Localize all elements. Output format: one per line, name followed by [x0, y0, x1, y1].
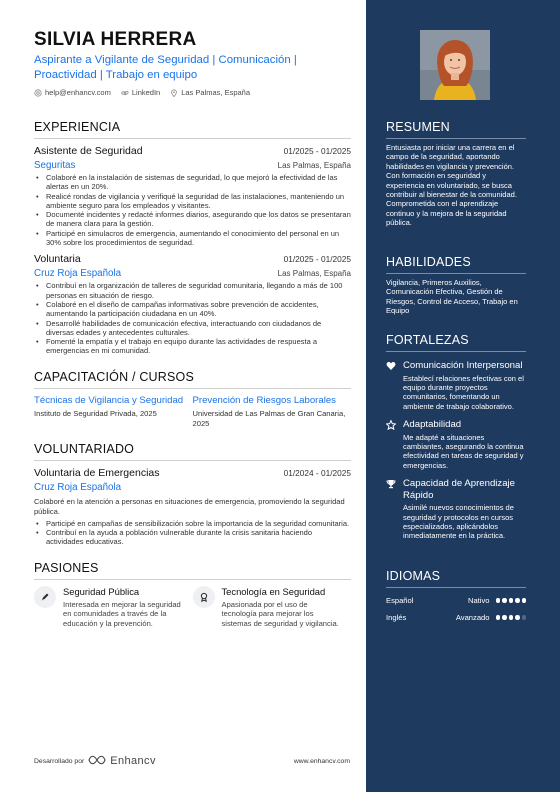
medal-icon — [193, 586, 215, 608]
rating-dot-filled — [515, 598, 520, 603]
rating-dot-filled — [509, 615, 514, 620]
rating-dot-filled — [509, 598, 514, 603]
passion-title: Seguridad Pública — [63, 585, 140, 597]
enhancv-logo-icon — [88, 755, 106, 767]
page-footer — [34, 755, 350, 767]
rating-dot-filled — [502, 615, 507, 620]
passion-title: Tecnología en Seguridad — [221, 585, 326, 597]
volunteer-summary: Colaboré en la atención a personas en situaciones de emergencia, promoviendo la seguridad pública. — [34, 497, 345, 517]
job-location: Las Palmas, España — [277, 269, 351, 279]
trophy-icon — [386, 479, 396, 489]
job-company[interactable]: Seguritas — [34, 160, 76, 171]
bullet-item: • Colaboré en el diseño de campañas informativas sobre prevención de accidentes, aumentando la participación ciudadana en un 40%. — [34, 300, 351, 319]
strength-title: Comunicación Interpersonal — [403, 360, 523, 371]
languages-title: IDIOMAS — [386, 569, 526, 588]
heart-icon — [386, 361, 396, 371]
job-dates: 01/2025 - 01/2025 — [283, 254, 351, 265]
strength-desc: Establecí relaciones efectivas con el equipo durante proyectos comunitarios, fomentando un ambiente de trabajo colaborativo. — [403, 373, 524, 411]
bullet-item: • Realicé rondas de vigilancia y verifiqué la seguridad de las instalaciones, manteniendo un ambiente seguro para los empleados y visitantes. — [34, 192, 351, 211]
language-name: Inglés — [386, 613, 407, 622]
course-item — [34, 395, 193, 429]
experience-entry — [34, 253, 351, 355]
strength-item — [386, 360, 526, 411]
strength-desc: Me adapté a situaciones cambiantes, asegurando la continua efectividad en tareas de seguridad y emergencias. — [403, 432, 524, 470]
skills-section — [386, 255, 526, 316]
bullet-item: • Desarrollé habilidades de comunicación efectiva, interactuando con ciudadanos de diversas edades y antecedentes culturales. — [34, 319, 351, 338]
strength-title: Capacidad de Aprendizaje Rápido — [403, 478, 516, 501]
summary-section — [386, 120, 526, 228]
summary-text: Entusiasta por iniciar una carrera en el campo de la seguridad, aportando habilidades en vigilancia y prevención. Con formación en seguridad y experiencia en voluntariado, se busca contribuir al bienestar de la comunidad. Comprometida con el aprendizaje continuo y la mejora de la seguridad pública. — [386, 143, 517, 228]
contact-email-text: help@enhancv.com — [45, 88, 111, 97]
training-title: CAPACITACIÓN / CURSOS — [34, 370, 351, 389]
training-section — [34, 370, 351, 429]
strength-item — [386, 478, 526, 541]
bullet-item: • Colaboré en la instalación de sistemas de seguridad, lo que mejoró la efectividad de las alertas en un 20%. — [34, 173, 351, 192]
star-icon — [386, 420, 396, 430]
course-org: Instituto de Seguridad Privada, 2025 — [34, 409, 157, 419]
bullet-item: • Contribuí en la ayuda a población vulnerable durante la crisis sanitaria haciendo actividades educativas. — [34, 528, 351, 547]
footer-url[interactable]: www.enhancv.com — [293, 757, 350, 765]
strength-item — [386, 419, 526, 470]
course-org: Universidad de Las Palmas de Gran Canaria, 2025 — [192, 409, 346, 428]
rating-dot-filled — [496, 615, 501, 620]
strength-title: Adaptabilidad — [403, 419, 462, 431]
passion-desc: Apasionada por el uso de tecnología para mejorar los sistemas de seguridad y vigilancia. — [221, 599, 339, 628]
passions-title: PASIONES — [34, 561, 351, 580]
job-dates: 01/2025 - 01/2025 — [283, 146, 351, 156]
contact-location — [170, 88, 250, 97]
passions-section — [34, 561, 351, 629]
experience-entry — [34, 145, 351, 247]
footer-brand — [34, 755, 156, 767]
rating-dot-filled — [515, 615, 520, 620]
summary-title: RESUMEN — [386, 120, 526, 139]
course-item — [193, 395, 352, 429]
passion-item — [34, 586, 193, 629]
contact-location-text: Las Palmas, España — [181, 88, 251, 97]
bullet-item: • Contribuí en la organización de talleres de seguridad comunitaria, llegando a más de 100 personas en situación de riesgo. — [34, 281, 351, 300]
job-bullets — [34, 173, 351, 247]
volunteering-section — [34, 442, 351, 546]
bullet-item: • Documenté incidentes y redacté informes diarios, asegurando que los datos se presentaran de manera clara para la gestión. — [34, 210, 351, 229]
strengths-section — [386, 333, 526, 541]
skills-title: HABILIDADES — [386, 255, 526, 274]
location-pin-icon — [170, 89, 178, 97]
volunteer-dates: 01/2024 - 01/2025 — [283, 468, 351, 479]
contact-linkedin-text: LinkedIn — [131, 88, 161, 97]
sidebar — [366, 0, 560, 792]
language-rating — [496, 615, 527, 620]
rating-dot-filled — [496, 598, 501, 603]
skills-text: Vigilancia, Primeros Auxilios, Comunicación Efectiva, Gestión de Riesgos, Control de Acceso, Trabajo en Equipo — [386, 278, 518, 316]
strengths-title: FORTALEZAS — [386, 333, 526, 352]
language-rating — [496, 598, 527, 603]
passion-desc: Interesada en mejorar la seguridad en comunidades a través de la educación y la prevención. — [63, 599, 181, 628]
language-level: Nativo — [467, 596, 490, 605]
language-item — [386, 613, 526, 622]
pen-icon — [34, 586, 56, 608]
experience-section — [34, 120, 351, 628]
job-company[interactable]: Cruz Roja Española — [34, 268, 122, 280]
profile-photo — [420, 30, 490, 100]
language-item — [386, 596, 526, 605]
language-name: Español — [386, 596, 414, 605]
languages-section — [386, 569, 526, 622]
volunteer-org[interactable]: Cruz Roja Española — [34, 482, 122, 494]
volunteer-role: Voluntaria de Emergencias — [34, 467, 160, 480]
bullet-item: • Participé en simulacros de emergencia, aumentando el conocimiento del personal en un 30% sobre los procedimientos de seguridad. — [34, 229, 351, 248]
bullet-item: • Participé en campañas de sensibilización sobre la importancia de la seguridad comunitaria. — [34, 519, 351, 528]
link-icon — [121, 89, 129, 97]
experience-title: EXPERIENCIA — [34, 120, 351, 139]
headline: Aspirante a Vigilante de Seguridad | Comunicación | Proactividad | Trabajo en equipo — [34, 54, 297, 81]
language-level: Avanzado — [455, 613, 490, 622]
footer-developed-by: Desarrollado por — [34, 757, 85, 765]
footer-brand-name: Enhancv — [110, 755, 156, 767]
contact-linkedin[interactable] — [121, 88, 160, 97]
course-title: Prevención de Riesgos Laborales — [192, 394, 336, 406]
rating-dot-filled — [502, 598, 507, 603]
course-title: Técnicas de Vigilancia y Seguridad — [34, 394, 184, 406]
job-bullets — [34, 281, 351, 355]
bullet-item: • Fomenté la empatía y el trabajo en equipo durante las actividades de respuesta a emergencias en mi comunidad. — [34, 337, 351, 356]
rating-dot-empty — [522, 615, 527, 620]
job-role: Voluntaria — [34, 253, 81, 266]
rating-dot-filled — [522, 598, 527, 603]
at-icon — [34, 89, 42, 97]
candidate-name: SILVIA HERRERA — [34, 29, 197, 50]
passion-item — [193, 586, 352, 629]
contact-row — [34, 88, 351, 97]
volunteer-bullets — [34, 519, 351, 547]
strength-desc: Asimilé nuevos conocimientos de seguridad y protocolos en cursos especializados, aplicándolos inmediatamente en la práctica. — [403, 503, 514, 541]
volunteering-title: VOLUNTARIADO — [34, 442, 351, 461]
job-role: Asistente de Seguridad — [34, 145, 143, 157]
job-location: Las Palmas, España — [277, 161, 351, 170]
contact-email[interactable] — [34, 88, 111, 97]
